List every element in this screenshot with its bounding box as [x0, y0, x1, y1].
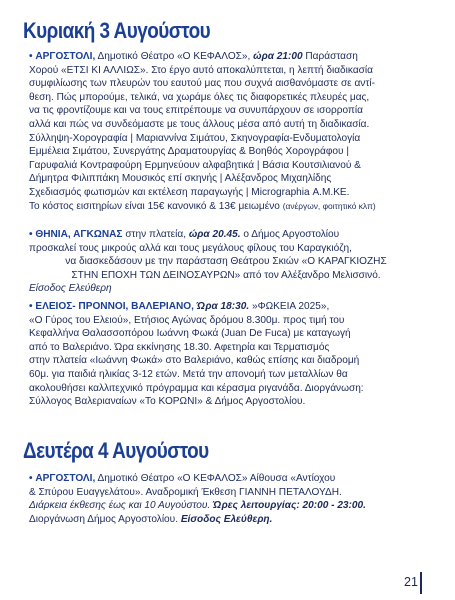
event-line: ο Δήμος Αργοστολίου [243, 229, 340, 240]
event-line: Χορού «ΕΤΣΙ ΚΙ ΑΛΛΙΩΣ». Στο έργο αυτό αποκαλύπτεται, η λεπτή διαδικασία [29, 64, 373, 76]
event-thinia-karagiozis [29, 228, 423, 296]
event-line: Παράσταση [305, 51, 358, 62]
organizer: Διοργάνωση Δήμος Αργοστολίου. [29, 513, 178, 525]
day-heading-monday: Δευτέρα 4 Αυγούστου [23, 438, 209, 463]
event-line: »ΦΩΚΕΙΑ 2025», [251, 301, 330, 312]
event-line: Σχεδιασμός φωτισμών και εκτέλεση παραγωγής | Micrographia Α.Μ.ΚΕ. [29, 186, 350, 198]
event-argostoli-dance [29, 50, 423, 213]
event-line: ακολουθήσει καλλιτεχνικό πρόγραμμα και κέρασμα ριγανάδα. Διοργάνωση: [29, 382, 364, 394]
event-place: ΑΡΓΟΣΤΟΛΙ, [35, 473, 96, 484]
event-line: αλλά και πώς να συνδεόμαστε με τους άλλους μέσα από αυτή τη διαδικασία. [29, 118, 370, 130]
bullet: • [29, 51, 33, 62]
event-time: ώρα 21:00 [253, 51, 303, 62]
exhibition-duration: Διάρκεια έκθεσης έως και 10 Αυγούστου. [29, 500, 211, 512]
event-place: ΘΗΝΙΑ, ΑΓΚΩΝΑΣ [35, 229, 123, 240]
event-line: & Σπύρου Ευαγγελάτου». Αναδρομική Έκθεση ΓΙΑΝΝΗ ΠΕΤΑΛΟΥΔΗ. [29, 486, 342, 498]
event-line: ΣΤΗΝ ΕΠΟΧΗ ΤΩΝ ΔΕΙΝΟΣΑΥΡΩΝ» από τον Αλέξανδρο Μελισσινό. [71, 269, 381, 281]
event-line: Το κόστος εισιτηρίων είναι 15€ κανονικό & 13€ μειωμένο [29, 200, 280, 212]
event-line: Δήμητρα Φιλιππάκη Μουσικός επί σκηνής | Αλέξανδρος Μιχαηλίδης [29, 173, 332, 185]
event-line: Κεφαλλήνα Θαλασσοπόρου Ιωάννη Φωκά (Juan De Fuca) με καταγωγή [29, 328, 351, 340]
event-line: στην πλατεία «Ιωάννη Φωκά» στο Βαλεριάνο, καθώς επίσης και διαδρομή [29, 355, 360, 367]
free-entry-label: Είσοδος Ελεύθερη [29, 283, 112, 295]
event-line: Σύλλογος Βαλεριαναίων «Το ΚΟΡΩΝΙ» & Δήμος Αργοστολίου. [29, 396, 306, 408]
bullet: • [29, 229, 33, 240]
event-venue: Δημοτικό Θέατρο «Ο ΚΕΦΑΛΟΣ» Αίθουσα «Αντίοχου [97, 473, 336, 484]
bullet: • [29, 301, 33, 312]
event-venue: στην πλατεία, [125, 229, 187, 240]
bullet: • [29, 473, 33, 484]
event-venue: Δημοτικό Θέατρο «Ο ΚΕΦΑΛΟΣ», [97, 51, 251, 62]
page-number: 21 [404, 575, 418, 589]
event-argostoli-exhibition [29, 472, 423, 526]
event-line: Σύλληψη-Χορογραφία | Μαριαννίνα Σιμάτου, Σκηνογραφία-Ενδυματολογία [29, 132, 361, 144]
event-line: θεση. Πώς μπορούμε, τελικά, να χωράμε όλες τις διαφορετικές πλευρές μας, [29, 91, 370, 103]
event-line: Εμμέλεια Σιμάτου, Συνεργάτης Δραματουργίας & Βοηθός Χορογράφου | [29, 146, 349, 158]
event-time: Ώρα 18:30. [196, 301, 250, 312]
event-line: «Ο Γύρος του Ελειού», Ετήσιος Αγώνας δρόμου 8.300μ. προς τιμή του [29, 314, 345, 326]
page-number-divider [420, 572, 422, 594]
free-entry-label: Είσοδος Ελεύθερη. [180, 513, 273, 525]
event-line: 60μ. για παιδιά ηλικίας 3-12 ετών. Μετά την απονομή των μεταλλίων θα [29, 368, 348, 380]
event-line: από το Βαλεριάνο. Ώρα εκκίνησης 18.30. Αφετηρία και Τερματισμός [29, 341, 330, 353]
opening-hours: Ώρες λειτουργίας: 20:00 - 23:00. [213, 500, 366, 512]
ticket-note: (ανέργων, φοιτητικό κλπ) [282, 200, 376, 211]
event-line: να διασκεδάσουν με την παράσταση Θεάτρου Σκιών «Ο ΚΑΡΑΓΚΙΟΖΗΣ [65, 256, 387, 268]
event-place: ΑΡΓΟΣΤΟΛΙ, [35, 51, 96, 62]
event-time: ώρα 20.45. [188, 229, 241, 240]
event-line: να τις φροντίζουμε και να τους επιτρέπουμε να συνυπάρχουν σε ισορροπία [29, 105, 363, 117]
event-line: προσκαλεί τους μικρούς αλλά και τους μεγάλους φίλους του Καραγκιόζη, [29, 242, 352, 254]
event-eleios-race [29, 300, 423, 409]
event-line: Γαρυφαλιά Κοντραφούρη Ερμηνεύουν αλφαβητικά | Βάσια Κουτσιλιανού & [29, 159, 361, 171]
event-place: ΕΛΕΙΟΣ- ΠΡΟΝΝΟΙ, ΒΑΛΕΡΙΑΝΟ, [35, 301, 194, 312]
event-line: συμφιλίωσης των πλευρών του εαυτού μας που συχνά αισθανόμαστε σε αντί- [29, 78, 375, 90]
day-heading-sunday: Κυριακή 3 Αυγούστου [23, 18, 211, 43]
